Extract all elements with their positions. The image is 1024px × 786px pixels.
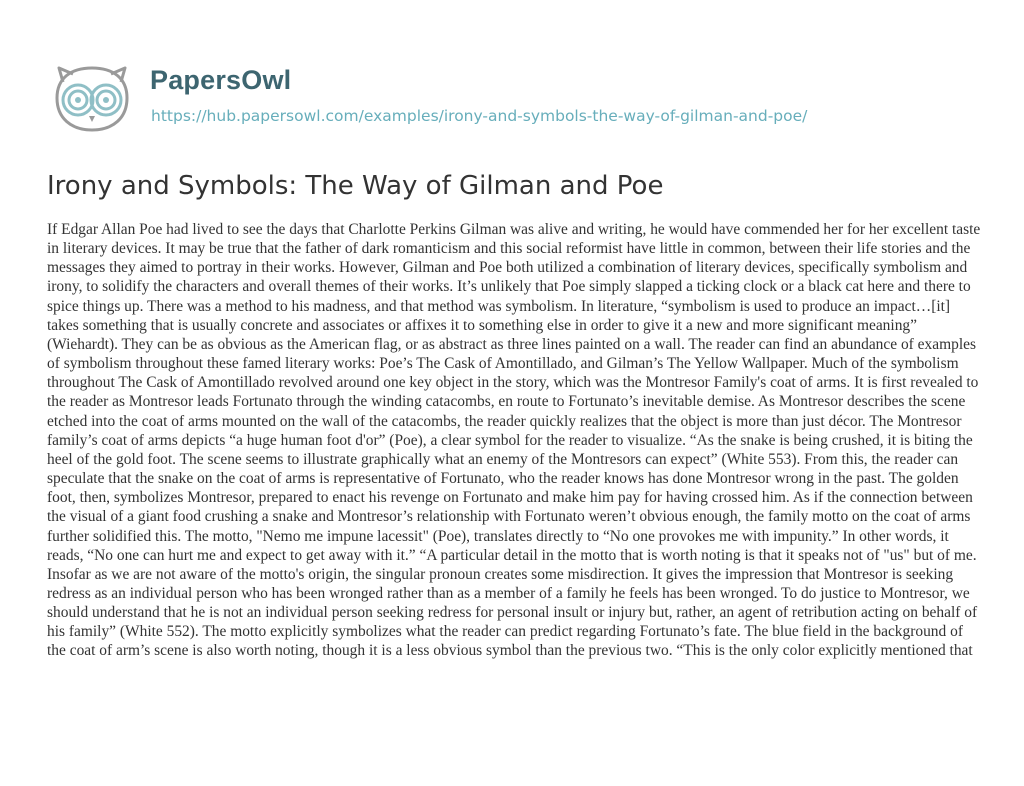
document-body-text: If Edgar Allan Poe had lived to see the days that Charlotte Perkins Gilman was alive and writing, he would have commended her for her excellent taste in literary devices. It may be true that the father of dark romanticism and this social reformist have little in common, between their life stories and the messages they aimed to portray in their works. However, Gilman and Poe both utilized a combination of literary devices, specifically symbolism and irony, to solidify the characters and overall themes of their works. It’s unlikely that Poe simply slapped a ticking clock or a black cat here and there to spice things up. There was a method to his madness, and that method was symbolism. In literature, “symbolism is used to produce an impact…[it] takes something that is usually concrete and associates or affixes it to something else in order to give it a new and more significant meaning” (Wiehardt). They can be as obvious as the American flag, or as abstract as three lines painted on a wall. The reader can find an abundance of examples of symbolism throughout these famed literary works: Poe’s The Cask of Amontillado, and Gilman’s The Yellow Wallpaper. Much of the symbolism throughout The Cask of Amontillado revolved around one key object in the story, which was the Montresor Family's coat of arms. It is first revealed to the reader as Montresor leads Fortunato through the winding catacombs, en route to Fortunato’s inevitable demise. As Montresor describes the scene etched into the coat of arms mounted on the wall of the catacombs, the reader quickly realizes that the object is more than just décor. The Montresor family’s coat of arms depicts “a huge human foot d'or” (Poe), a clear symbol for the reader to visualize. “As the snake is being crushed, it is biting the heel of the gold foot. The scene seems to illustrate graphically what an enemy of the Montresors can expect” (White 553). From this, the reader can speculate that the snake on the coat of arms is representative of Fortunato, who the reader knows has done Montresor wrong in the past. The golden foot, then, symbolizes Montresor, prepared to enact his revenge on Fortunato and make him pay for having crossed him. As if the connection between the visual of a giant food crushing a snake and Montresor’s relationship with Fortunato weren’t obvious enough, the family motto on the coat of arms further solidified this. The motto, "Nemo me impune lacessit" (Poe), translates directly to “No one provokes me with impunity.” In other words, it reads, “No one can hurt me and expect to get away with it.” “A particular detail in the motto that is worth noting is that it speaks not of "us" but of me. Insofar as we are not aware of the motto's origin, the singular pronoun creates some misdirection. It gives the impression that Montresor is seeking redress as an individual person who has been wronged rather than as a member of a family he feels has been wronged. To do justice to Montresor, we should understand that he is not an individual person seeking redress for personal insult or injury but, rather, an agent of retribution acting on behalf of his family” (White 552). The motto explicitly symbolizes what the reader can predict regarding Fortunato’s fate. The blue field in the background of the coat of arm’s scene is also worth noting, though it is a less obvious symbol than the previous two. “This is the only color explicitly mentioned that xyxy=(47,221,981,660)
source-url-link[interactable]: https://hub.papersowl.com/examples/irony-and-symbols-the-way-of-gilman-and-poe/ xyxy=(151,107,808,125)
brand-name: PapersOwl xyxy=(150,65,292,95)
document-title: Irony and Symbols: The Way of Gilman and Poe xyxy=(47,171,664,201)
owl-eyes-logo-icon xyxy=(47,60,137,136)
site-header xyxy=(0,0,1024,150)
